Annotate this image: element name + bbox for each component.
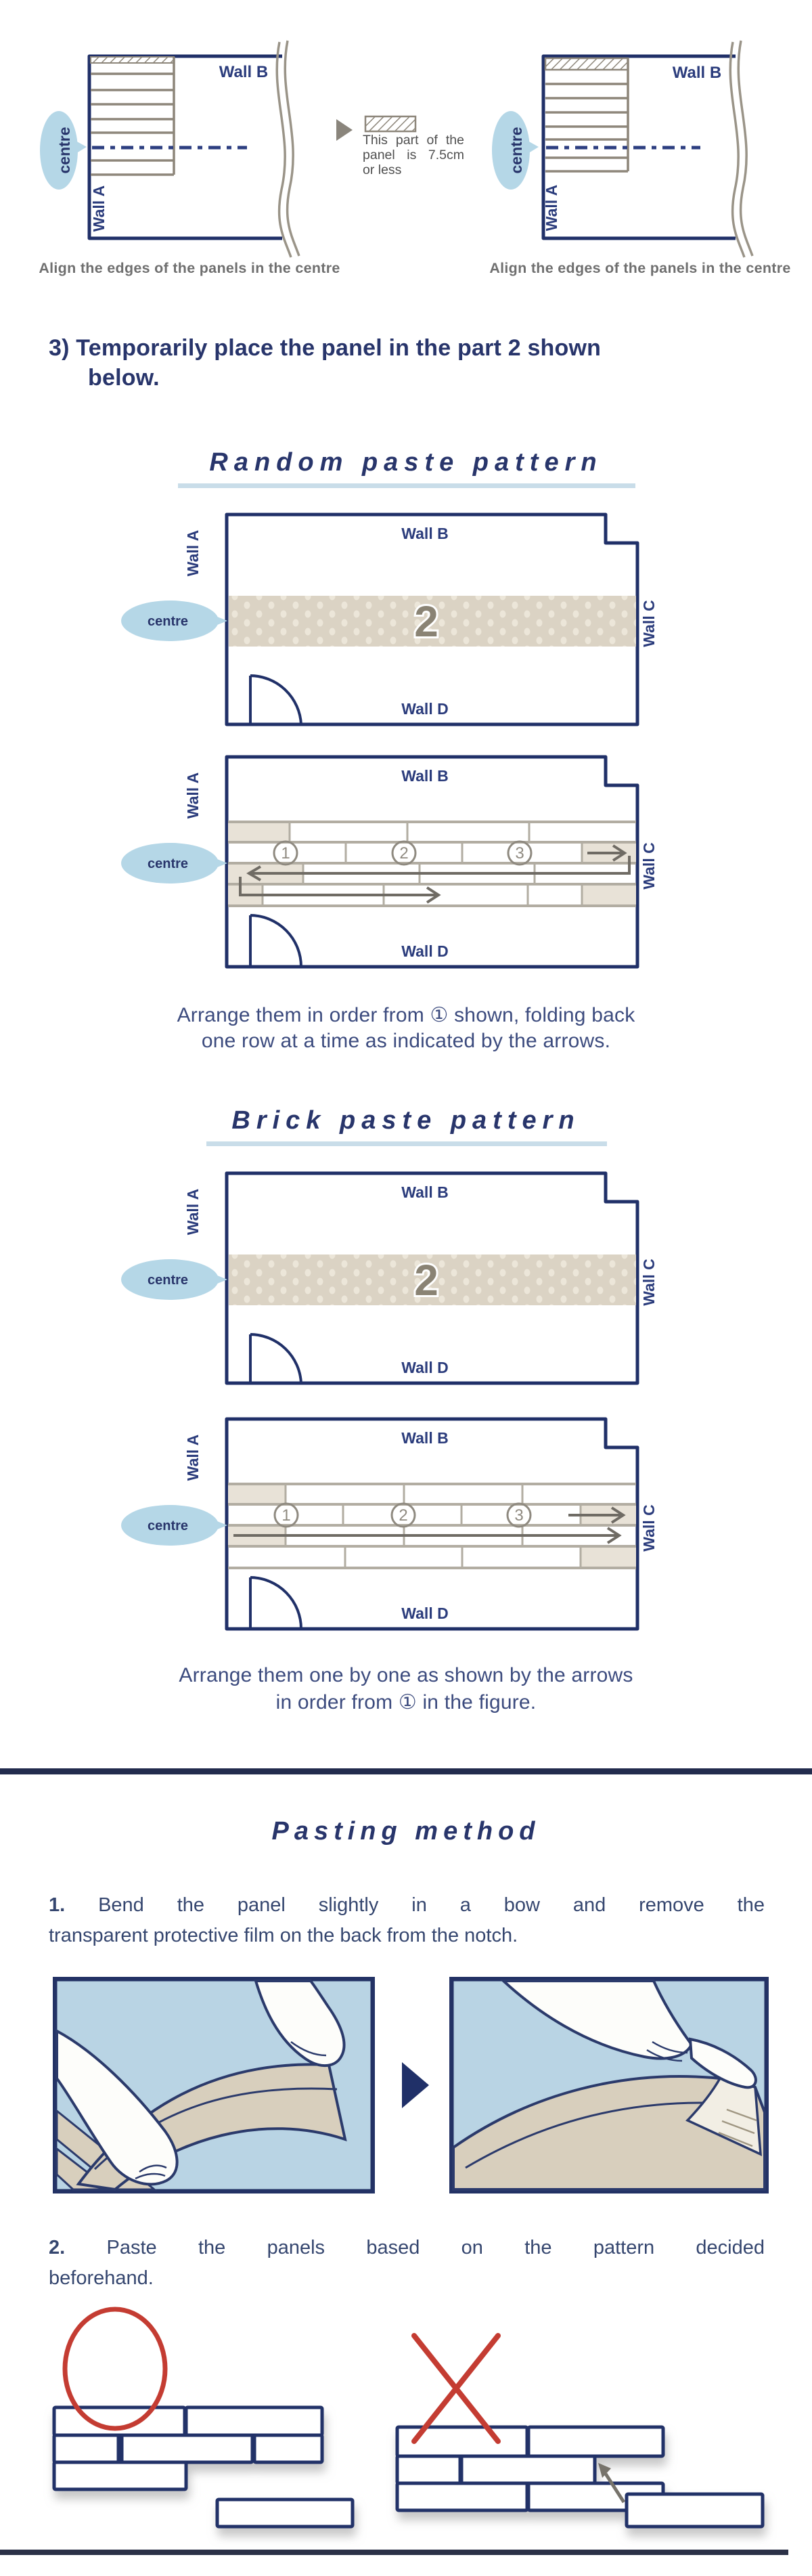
step3-heading [49, 333, 780, 393]
right-centre-diagram [492, 41, 752, 257]
brick-room-order-diagram [95, 1400, 704, 1637]
wall-a-label: Wall A [184, 1188, 202, 1236]
legend-line: or less [363, 162, 402, 177]
incorrect-brick-layout [397, 2427, 763, 2527]
panel-brick [186, 2407, 322, 2435]
circled-number-3: 3 [515, 844, 524, 863]
panel-brick [54, 2435, 118, 2462]
zone-number: 2 [414, 1256, 438, 1305]
end-panel [228, 1485, 286, 1503]
wall-c-label: Wall C [640, 1504, 658, 1552]
circled-number-2: 2 [399, 1506, 408, 1525]
brick-caption-line1: Arrange them one by one as shown by the arrows [179, 1664, 633, 1686]
wall-a-label: Wall A [184, 1434, 202, 1481]
wall-c-label: Wall C [640, 842, 658, 890]
step2-line2: beforehand. [49, 2267, 154, 2289]
brick-room-zone-diagram [95, 1154, 704, 1391]
brick-caption-line2: in order from ① in the figure. [275, 1691, 537, 1713]
loose-panel-brick [217, 2499, 353, 2527]
left-diagram-caption: Align the edges of the panels in the centre [39, 260, 340, 276]
wall-a-label: Wall A [90, 185, 108, 232]
random-caption-line1: Arrange them in order from ① shown, folding back [177, 1004, 635, 1026]
offcut-legend-text [363, 133, 464, 177]
wall-a-label: Wall A [184, 772, 202, 819]
end-panel [582, 886, 636, 904]
legend-arrow-icon [336, 119, 353, 141]
paste-examples-diagram [0, 2302, 812, 2552]
panel-brick [122, 2435, 252, 2462]
hatched-panel-swatch [365, 116, 415, 131]
wall-b-label: Wall B [401, 767, 449, 785]
panel-brick [254, 2435, 322, 2462]
step2-line1 [49, 2233, 765, 2263]
bend-panel-illustration [53, 1977, 375, 2193]
centre-label: centre [508, 127, 525, 174]
centre-bubble-tail [526, 140, 539, 154]
wall-break-line [285, 41, 299, 256]
panel-brick [528, 2427, 663, 2456]
circled-number-1: 1 [281, 1506, 291, 1525]
pasting-method-title: Pasting method [271, 1817, 541, 1846]
wall-a-label: Wall A [184, 529, 202, 577]
title-underline [178, 483, 635, 488]
circled-number-3: 3 [514, 1506, 524, 1525]
wall-d-label: Wall D [401, 700, 449, 718]
legend-line: panel is 7.5cm [363, 148, 464, 162]
loose-panel-brick [627, 2494, 763, 2527]
panel-brick [461, 2456, 595, 2483]
wall-b-label: Wall B [401, 1429, 449, 1447]
step1-line1 [49, 1890, 765, 1921]
hatched-offcut-strip [91, 57, 174, 63]
wall-a-label: Wall A [543, 184, 560, 232]
title-underline [206, 1141, 607, 1146]
section-divider [0, 1768, 812, 1774]
random-room-order-diagram [95, 738, 704, 975]
panel-brick [397, 2456, 460, 2483]
wall-d-label: Wall D [401, 942, 449, 960]
centre-bubble-tail [74, 140, 87, 154]
centre-label: centre [147, 614, 189, 629]
wall-break-line [738, 41, 752, 256]
bottom-divider [0, 2550, 788, 2555]
wall-b-label: Wall B [401, 525, 449, 542]
random-caption-line2: one row at a time as indicated by the arrows. [201, 1030, 611, 1052]
panel-brick [54, 2462, 186, 2489]
step1-text: Bend the panel slightly in a bow and remove the [98, 1894, 765, 1916]
hatched-first-panel [545, 58, 628, 70]
panel-brick [397, 2483, 527, 2510]
circled-number-1: 1 [281, 844, 290, 863]
random-room-zone-diagram [95, 496, 704, 733]
end-panel [581, 1548, 636, 1567]
wall-d-label: Wall D [401, 1359, 449, 1376]
legend-line: This part of the [363, 133, 464, 148]
centre-label: centre [55, 127, 73, 174]
step2-number: 2. [49, 2237, 66, 2258]
wall-c-label: Wall C [640, 600, 658, 647]
circled-number-2: 2 [399, 844, 409, 863]
end-panel [228, 823, 290, 841]
peel-film-illustration [449, 1977, 769, 2193]
wall-b-label: Wall B [672, 64, 722, 82]
step2-paragraph [49, 2233, 765, 2294]
step3-line1: 3) Temporarily place the panel in the part 2 shown [49, 335, 602, 361]
panel-brick [54, 2407, 185, 2435]
wall-d-label: Wall D [401, 1604, 449, 1622]
left-centre-diagram [40, 41, 299, 257]
step1-line2: transparent protective film on the back from the notch. [49, 1925, 518, 1946]
wall-b-label: Wall B [401, 1183, 449, 1201]
centre-label: centre [147, 856, 189, 871]
brick-pattern-title: Brick paste pattern [231, 1106, 581, 1135]
next-step-arrow-icon [401, 2061, 430, 2110]
step1-paragraph [49, 1890, 765, 1951]
centre-label: centre [147, 1519, 189, 1533]
zone-number: 2 [414, 597, 438, 646]
wall-b-label: Wall B [219, 63, 269, 81]
centre-label: centre [147, 1273, 189, 1288]
step2-text: Paste the panels based on the pattern decided [106, 2237, 765, 2258]
right-diagram-caption: Align the edges of the panels in the centre [489, 260, 791, 276]
step1-number: 1. [49, 1894, 66, 1916]
wall-c-label: Wall C [640, 1259, 658, 1306]
step3-line2: below. [88, 365, 160, 391]
random-pattern-title: Random paste pattern [209, 448, 603, 477]
